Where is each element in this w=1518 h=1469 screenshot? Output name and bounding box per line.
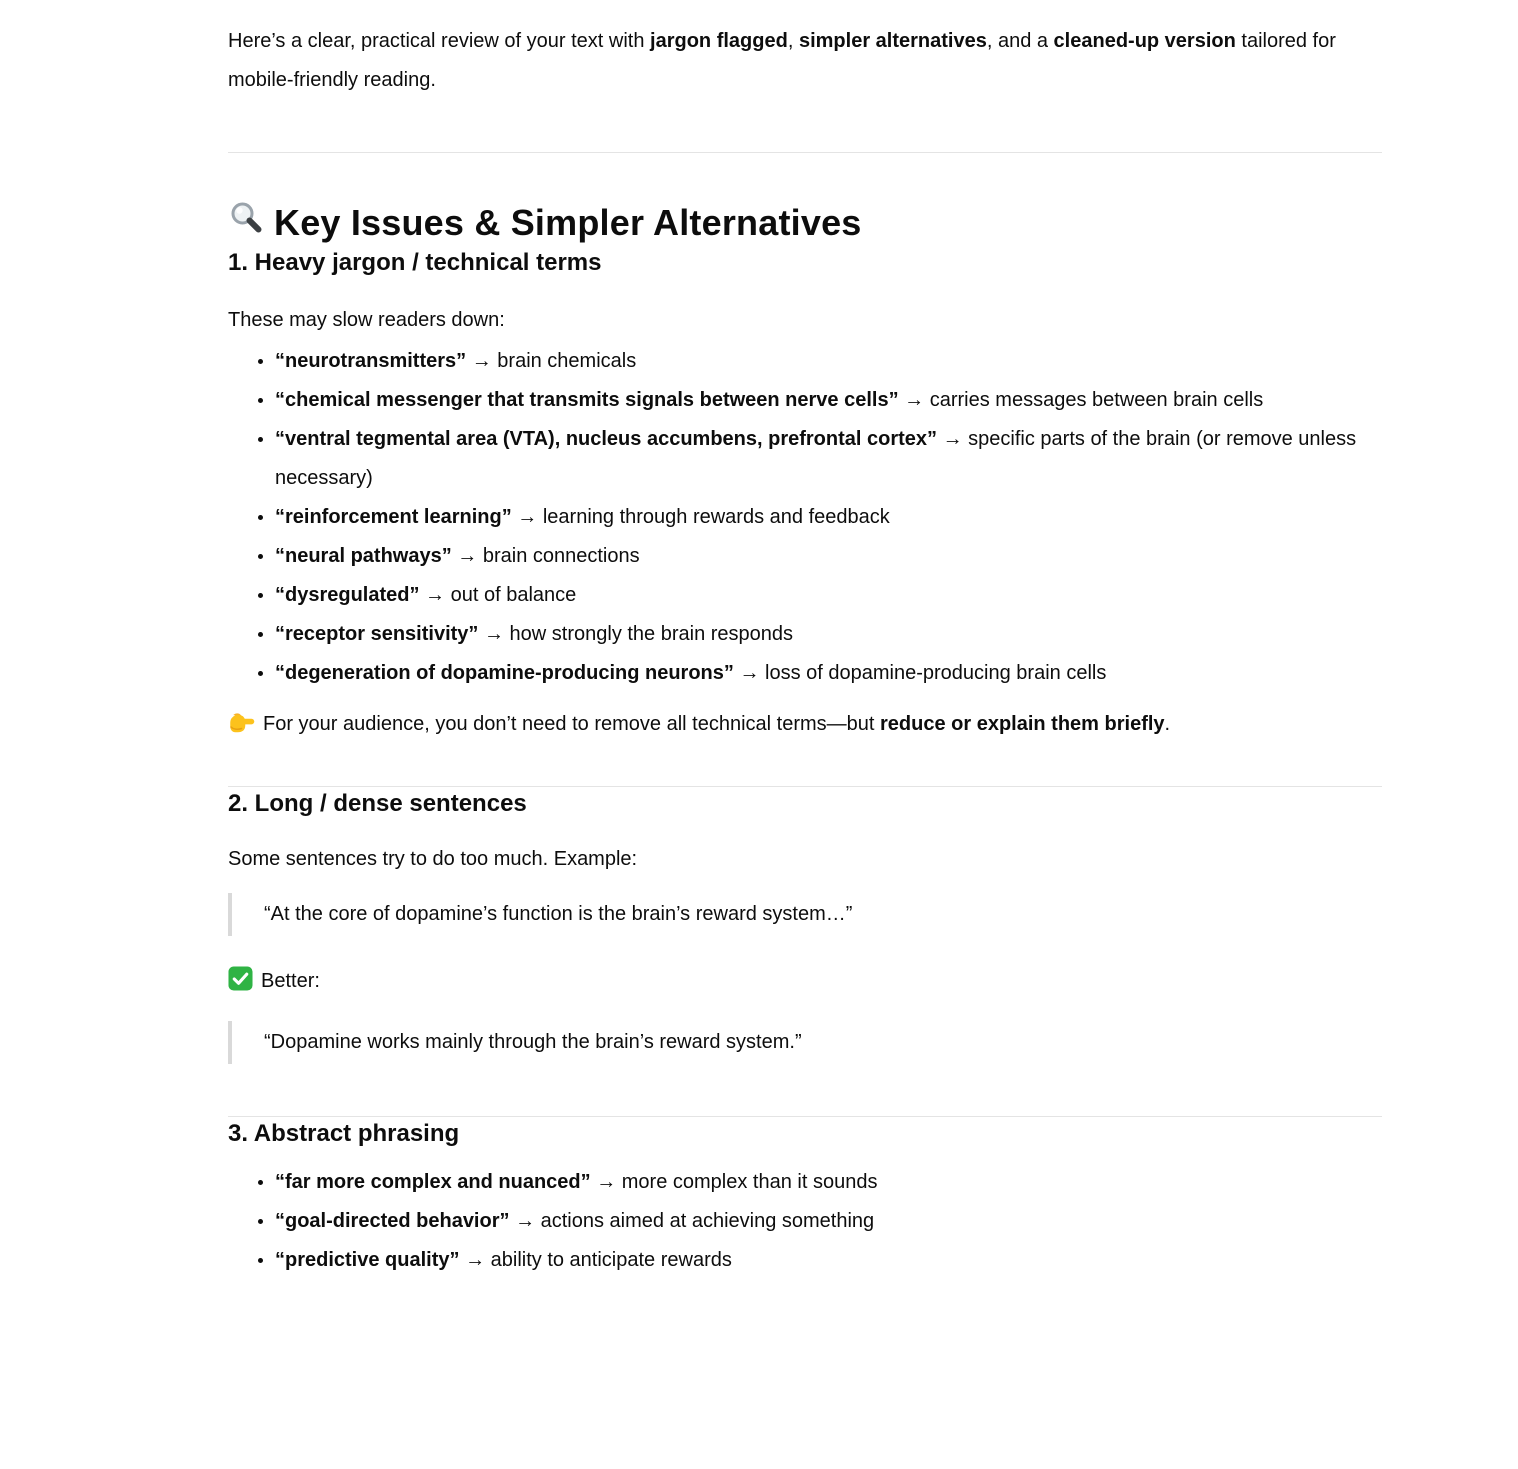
- arrow-glyph: →: [471, 350, 492, 372]
- list-item: • “receptor sensitivity” → how strongly the brain responds: [275, 615, 1382, 654]
- intro-text: Here’s a clear, practical review of your text with: [228, 30, 651, 52]
- check-mark-icon: [228, 966, 253, 1005]
- improved-quote: “Dopamine works mainly through the brain’s reward system.”: [228, 1021, 1382, 1064]
- arrow-glyph: →: [515, 1210, 536, 1232]
- list-item: • “goal-directed behavior” → actions aimed at achieving something: [275, 1202, 1382, 1241]
- abstract-phrasing-list: [228, 1163, 1382, 1280]
- intro-bold-cleaned-up-version: cleaned-up version: [1053, 30, 1236, 52]
- pointing-hand-icon: [228, 709, 255, 748]
- example-quote: “At the core of dopamine’s function is the brain’s reward system…”: [228, 893, 1382, 936]
- list-item: • “reinforcement learning” → learning through rewards and feedback: [275, 498, 1382, 537]
- arrow-glyph: →: [425, 584, 446, 606]
- arrow-glyph: →: [942, 428, 963, 450]
- list-item: • “neural pathways” → brain connections: [275, 537, 1382, 576]
- arrow-glyph: →: [596, 1171, 617, 1193]
- audience-note: For your audience, you don’t need to remove all technical terms—but reduce or explain them briefly.: [228, 705, 1382, 748]
- arrow-glyph: →: [739, 662, 760, 684]
- section1-heading: 1. Heavy jargon / technical terms: [228, 249, 602, 276]
- section2-lead: Some sentences try to do too much. Example:: [228, 848, 638, 870]
- arrow-glyph: →: [457, 545, 478, 567]
- list-item: • “far more complex and nuanced” → more complex than it sounds: [275, 1163, 1382, 1202]
- section-divider: [228, 152, 1382, 153]
- jargon-list: [228, 342, 1382, 693]
- list-item: • “ventral tegmental area (VTA), nucleus accumbens, prefrontal cortex” → specific parts of the brain (or remove unless necessary): [275, 420, 1382, 498]
- section3-heading: 3. Abstract phrasing: [228, 1120, 460, 1147]
- arrow-glyph: →: [483, 623, 504, 645]
- main-heading-text: Key Issues & Simpler Alternatives: [274, 202, 862, 243]
- better-label-line: Better:: [228, 962, 1382, 1005]
- list-item: • “dysregulated” → out of balance: [275, 576, 1382, 615]
- list-item: • “degeneration of dopamine-producing neurons” → loss of dopamine-producing brain cells: [275, 654, 1382, 693]
- list-item: • “predictive quality” → ability to anticipate rewards: [275, 1241, 1382, 1280]
- arrow-glyph: →: [517, 506, 538, 528]
- arrow-glyph: →: [904, 389, 925, 411]
- section2-heading: 2. Long / dense sentences: [228, 790, 527, 817]
- intro-bold-simpler-alternatives: simpler alternatives: [798, 30, 987, 52]
- arrow-glyph: →: [465, 1249, 486, 1271]
- intro-paragraph: Here’s a clear, practical review of your text with jargon flagged, simpler alternatives, and a cleaned-up version tailored for mobile-friendly reading.: [228, 30, 1336, 91]
- magnifying-glass-icon: [228, 200, 264, 246]
- message-content: [228, 0, 1382, 1280]
- list-item: • “neurotransmitters” → brain chemicals: [275, 342, 1382, 381]
- list-item: • “chemical messenger that transmits signals between nerve cells” → carries messages between brain cells: [275, 381, 1382, 420]
- main-heading: [228, 200, 1382, 246]
- intro-bold-jargon-flagged: jargon flagged: [650, 30, 788, 52]
- section1-lead: These may slow readers down:: [228, 309, 505, 331]
